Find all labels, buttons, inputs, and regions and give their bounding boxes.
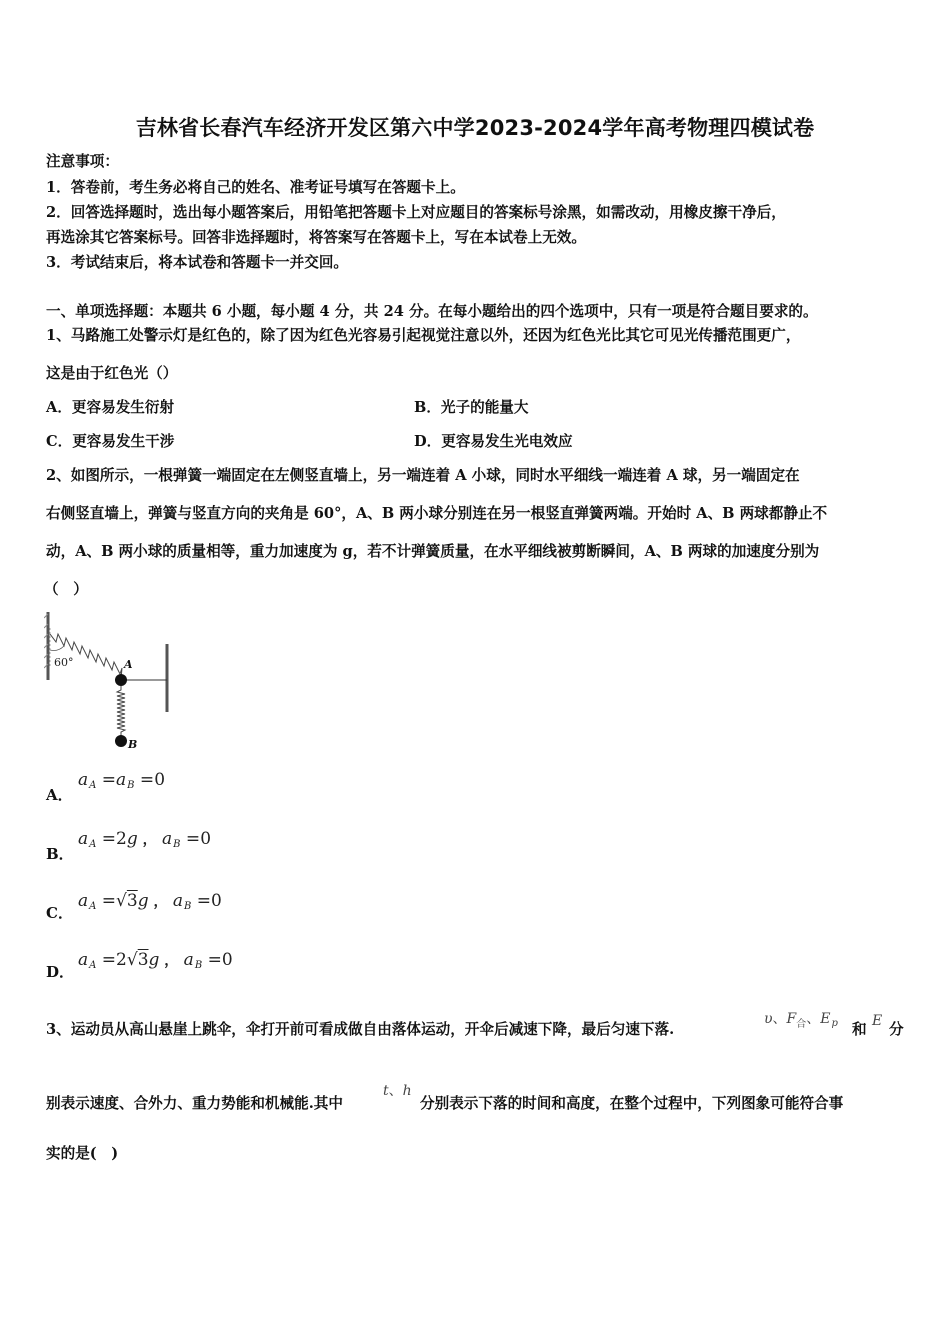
spring-diagram	[44, 608, 176, 754]
q2-stem-line1: 2、如图所示，一根弹簧一端固定在左侧竖直墙上，另一端连着 A 小球，同时水平细线一端连着 A 球，另一端固定在	[46, 467, 800, 484]
notice-heading: 注意事项：	[46, 153, 119, 170]
notice-item-1: 1．答卷前，考生务必将自己的姓名、准考证号填写在答题卡上。	[46, 179, 465, 196]
q1-option-d: D．更容易发生光电效应	[414, 433, 573, 450]
q1-stem-line2: 这是由于红色光（）	[46, 365, 178, 382]
q3-stem-line2-end: 分别表示下落的时间和高度，在整个过程中，下列图象可能符合事	[420, 1095, 844, 1112]
notice-item-2: 2．回答选择题时，选出每小题答案后，用铅笔把答题卡上对应题目的答案标号涂黑，如需改动，用橡皮擦干净后，	[46, 204, 786, 221]
q3-symbols-1: υ、$F_合$、$E_p$	[764, 1011, 838, 1030]
q2-option-b-label: B．	[46, 845, 74, 863]
ball-a-label: A	[124, 658, 133, 671]
angle-label: 60°	[54, 656, 74, 669]
page-title: 吉林省长春汽车经济开发区第六中学2023-2024学年高考物理四模试卷	[135, 116, 815, 140]
q2-stem-line3: 动，A、B 两小球的质量相等，重力加速度为 g，若不计弹簧质量，在水平细线被剪断瞬间，A、B 两球的加速度分别为	[46, 543, 820, 560]
q1-option-a: A．更容易发生衍射	[46, 399, 175, 416]
q1-stem-line1: 1、马路施工处警示灯是红色的，除了因为红色光容易引起视觉注意以外，还因为红色光比其它可见光传播范围更广，	[46, 327, 801, 344]
q3-stem-line3: 实的是( )	[46, 1145, 119, 1162]
q2-option-c-label: C．	[46, 904, 73, 922]
q1-option-c: C．更容易发生干涉	[46, 433, 175, 450]
q3-and: 和	[852, 1021, 867, 1038]
q2-stem-line4: （ ）	[44, 581, 88, 598]
ball-b-label: B	[128, 738, 138, 751]
q2-option-a-math: $a_A =a_B =0$	[78, 770, 166, 791]
q2-stem-line2: 右侧竖直墙上，弹簧与竖直方向的夹角是 60°，A、B 两小球分别连在另一根竖直弹簧两端。开始时 A、B 两球都静止不	[46, 505, 828, 522]
notice-item-3: 3．考试结束后，将本试卷和答题卡一并交回。	[46, 254, 349, 271]
q3-stem-line2-start: 别表示速度、合外力、重力势能和机械能.其中	[46, 1095, 343, 1112]
q2-option-b-math: $a_A =2g$ ， $a_B =0$	[78, 829, 212, 850]
q1-option-b: B．光子的能量大	[414, 399, 529, 416]
q2-option-c-math: $a_A =√3g$ ， $a_B =0$	[78, 891, 222, 912]
section-heading: 一、单项选择题：本题共 6 小题，每小题 4 分，共 24 分。在每小题给出的四个选项中，只有一项是符合题目要求的。	[46, 303, 818, 320]
notice-item-2-cont: 再选涂其它答案标号。回答非选择题时，将答案写在答题卡上，写在本试卷上无效。	[46, 229, 586, 246]
q3-line1-end: 分	[889, 1021, 904, 1038]
q2-option-a-label: A．	[46, 786, 73, 804]
q3-symbols-2: t、h	[383, 1083, 412, 1099]
q2-option-d-label: D．	[46, 963, 75, 981]
q3-stem-line1: 3、运动员从高山悬崖上跳伞，伞打开前可看成做自由落体运动，开伞后减速下降，最后匀速下落.	[46, 1021, 675, 1038]
q2-option-d-math: $a_A =2√3g$ ， $a_B =0$	[78, 950, 233, 971]
q3-symbol-e: E	[872, 1013, 883, 1029]
